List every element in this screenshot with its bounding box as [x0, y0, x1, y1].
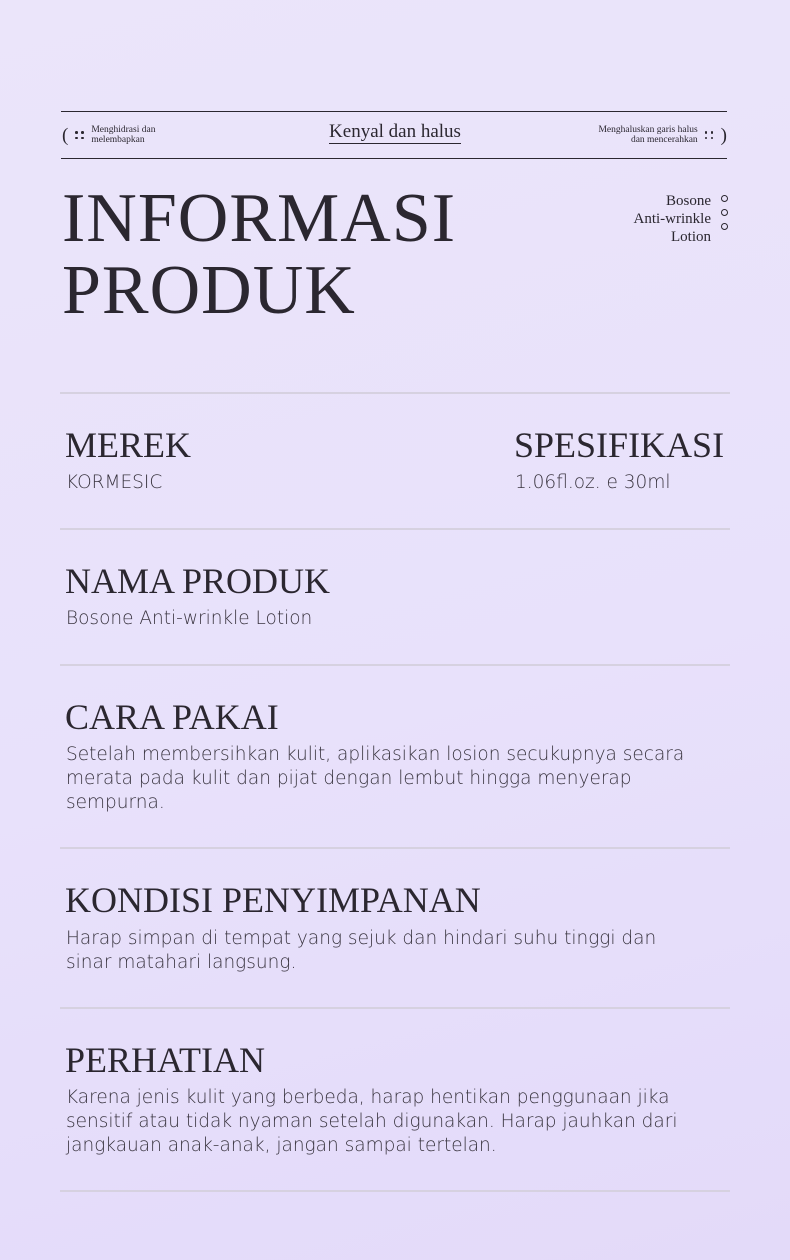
- product-tag: [634, 192, 728, 246]
- page-title: [62, 180, 457, 329]
- divider: [60, 1007, 730, 1009]
- page-title-line1: INFORMASI: [62, 180, 457, 257]
- storage-line1: Harap simpan di tempat yang sejuk dan hindari suhu tinggi dan: [66, 928, 657, 949]
- header-right-badge: [598, 123, 727, 147]
- storage-heading: KONDISI PENYIMPANAN: [65, 880, 481, 920]
- product-tag-line2: Anti-wrinkle: [633, 211, 711, 227]
- storage-line2: sinar matahari langsung.: [66, 952, 297, 973]
- caution-line2: sensitif atau tidak nyaman setelah digunakan. Harap jauhkan dari: [66, 1111, 678, 1132]
- brand-value: KORMESIC: [66, 472, 163, 493]
- header-left-line1: Menghidrasi dan: [91, 125, 156, 135]
- header-center-label: Kenyal dan halus: [329, 121, 461, 142]
- spec-heading: SPESIFIKASI: [514, 425, 725, 465]
- caution-line3: jangkauan anak-anak, jangan sampai tertelan.: [66, 1135, 497, 1156]
- product-tag-text: [634, 192, 711, 246]
- header-right-text: [598, 125, 697, 145]
- product-name-heading: NAMA PRODUK: [65, 561, 331, 601]
- top-rule: [61, 111, 727, 112]
- close-paren: ): [720, 124, 727, 146]
- header-left-line2: melembapkan: [91, 135, 145, 145]
- usage-line1: Setelah membersihkan kulit, aplikasikan losion secukupnya secara: [66, 744, 685, 765]
- divider: [60, 528, 730, 530]
- caution-heading: PERHATIAN: [65, 1040, 266, 1080]
- caution-text: [66, 1086, 678, 1158]
- divider: [60, 1190, 730, 1192]
- brand-heading: MEREK: [65, 425, 191, 465]
- circle-dots-icon: [721, 192, 728, 230]
- usage-text: [66, 743, 684, 815]
- header-right-line2: dan mencerahkan: [630, 135, 698, 145]
- top-rule-lower: [61, 158, 727, 159]
- product-tag-line3: Lotion: [671, 229, 711, 245]
- page-title-line2: PRODUK: [62, 252, 356, 329]
- open-paren: (: [62, 124, 69, 146]
- divider: [60, 664, 730, 666]
- divider: [60, 392, 730, 394]
- header-right-line1: Menghaluskan garis halus: [598, 125, 698, 135]
- product-tag-line1: Bosone: [666, 193, 711, 209]
- usage-heading: CARA PAKAI: [65, 697, 279, 737]
- usage-line2: merata pada kulit dan pijat dengan lembut hingga menyerap: [66, 768, 632, 789]
- usage-line3: sempurna.: [66, 792, 165, 813]
- caution-line1: Karena jenis kulit yang berbeda, harap hentikan penggunaan jika: [66, 1087, 670, 1108]
- spec-value: 1.06fl.oz. e 30ml: [515, 472, 671, 493]
- dots-icon: [705, 131, 714, 139]
- product-name-value: Bosone Anti-wrinkle Lotion: [66, 608, 313, 629]
- divider: [60, 847, 730, 849]
- storage-text: [66, 927, 656, 975]
